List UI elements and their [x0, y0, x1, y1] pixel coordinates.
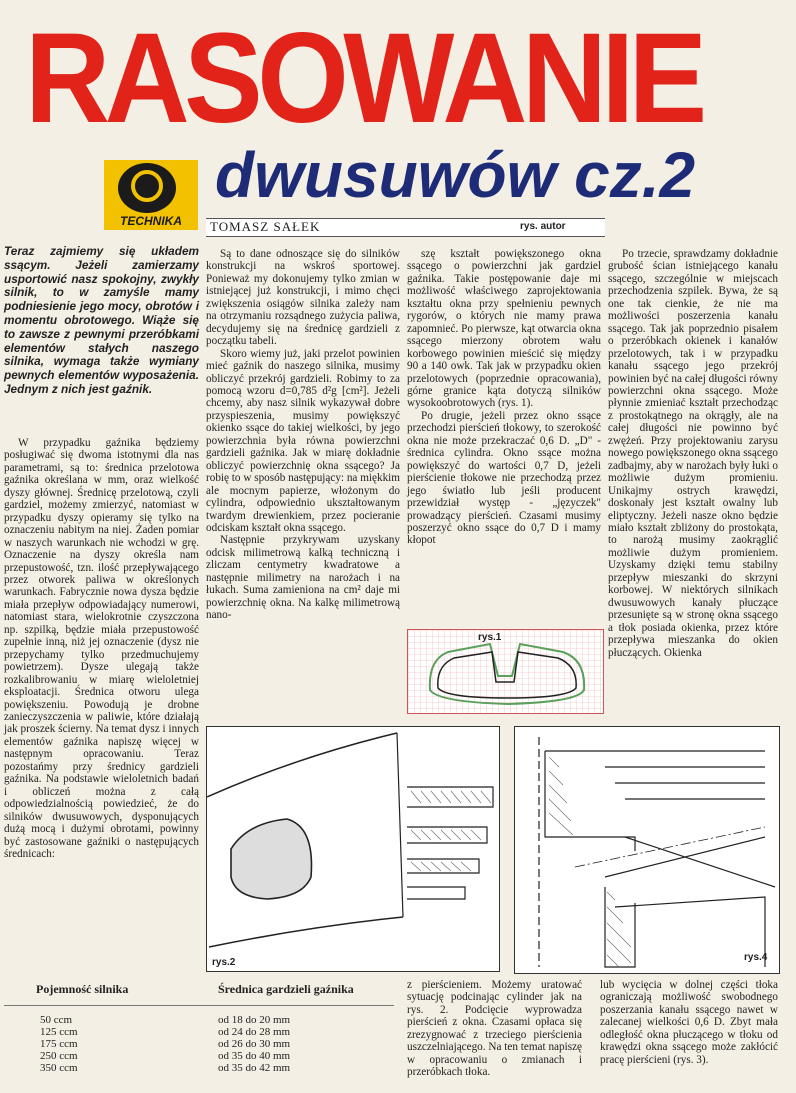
paragraph: Po trzecie, sprawdzamy dokładnie grubość ścian istniejącego kanału ssącego, szczególnie w miejscach przechodzenia szpilek. Bywa, że są one tak cienkie, że nie ma możliwości poszerzenia kanału ssącego. Tak jak poprzednio pisałem o przeróbkach okienek i kanałów przelotowych, tak i w przypadku kanału ssącego jego przekrój powinien być na całej długości równy powierzchni okna ssącego. Może płynnie zmieniać kształt przechodząc z prostokątnego na okrągły, ale na całej długości nie powinno być zwężeń. Przy projektowaniu zarysu nowego powiększonego okna ssącego zadbajmy, aby w narożach były łuki o możliwie dużym promieniu. Unikajmy ostrych krawędzi, doskonały jest kształt owalny lub eliptyczny. Jeżeli nasze okno będzie miało kształt zbliżony do prostokąta, to narożą musimy zaokrąglić możliwie dużym promieniem. Uzyskamy dzięki temu stabilny przepływ mieszanki do skrzyni korbowej. W niektórych silnikach dwusuwowych kanały płuczące przesunięte są w stronę okna ssącego a tłok posiada okienka, przez które przepływa mieszanka do okien płuczących. Okienka	[608, 248, 778, 659]
paragraph: Są to dane odnoszące się do silników konstrukcji na wskroś sportowej. Ponieważ my dokonujemy tylko zmian w istniejącej już konstrukcji, i mimo chęci zwiększenia osiągów silnika zależy nam na otrzymaniu rozsądnego zużycia paliwa, decydujemy się na średnicę gardzieli z początku tabeli.	[206, 248, 400, 348]
table-cell: 350 ccm	[40, 1062, 78, 1074]
column-4	[608, 248, 778, 659]
figure-caption: rys.4	[744, 952, 768, 963]
article-title: RASOWANIE	[25, 7, 702, 150]
lead-paragraph: Teraz zajmiemy się układem ssącym. Jeżeli zamierzamy usportowić nasz spokojny, zwykły silnik, to w zamyśle mamy podniesienie jego mocy, obrotów i momentu obrotowego. Wiąże się to zawsze z pewnymi przeróbkami elementów stałych naszego silnika, wymaga także wymiany pewnych elementów wyposażenia. Jednym z nich jest gaźnik.	[4, 244, 199, 396]
paragraph: Po drugie, jeżeli przez okno ssące przechodzi pierścień tłokowy, to szerokość okna nie może przekraczać 0,6 D. „D" - średnica cylindra. Okno ssące można powiększyć do wartości 0,7 D, jeżeli pierścienie tłokowe nie przechodzą przez jego światło lub jeśli producent przewidział występ - „języczek" prowadzący pierścień. Czasami musimy poszerzyć okno ssące do 0,7 D i mamy kłopot	[407, 409, 601, 547]
table-cell: 125 ccm	[40, 1026, 78, 1038]
table-header: Średnica gardzieli gaźnika	[218, 976, 394, 1006]
article-subtitle: dwusuwów cz.2	[215, 139, 696, 211]
table-cell: 50 ccm	[40, 1014, 73, 1026]
figure-rys4	[514, 726, 780, 974]
table-cell: od 35 do 42 mm	[218, 1062, 291, 1074]
table-row	[4, 1062, 394, 1074]
figure-rys1	[407, 629, 604, 714]
rys4-diagram	[515, 727, 779, 973]
table-cell: od 18 do 20 mm	[218, 1014, 291, 1026]
table-row	[4, 1038, 394, 1050]
wheel-rim-icon	[131, 170, 163, 202]
paragraph: W przypadku gaźnika będziemy posługiwać się dwoma istotnymi dla nas parametrami, są to: średnica przelotowa gaźnika określana w mm, oraz wielkość dyszy głównej. Średnicę przelotową, czyli gardziel, możemy zmierzyć, natomiast w przypadku dyszy opieramy się tylko na oznaczeniu nabitym na niej. Żaden pomiar w naszych warunkach nie wchodzi w grę. Oznaczenie na dyszy określa nam przepustowość, tzn. ilość przepływającego przez otworek paliwa w określonych warunkach. Fabrycznie nowa dysza będzie miała przepływ odpowiadający numerowi, natomiast stara, wielokrotnie czyszczona np. szpilką, będzie miała przepustowość zupełnie inną, niż jej oznaczenie (dysz nie przepychamy tylko przedmuchujemy powietrzem). Dysze ulegają także rozkalibrowaniu w miarę wieloletniej eksploatacji. Średnica otworu ulega powiększeniu. Powodują je drobne zanieczyszczenia w paliwie, które działają jak proszek ścierny. Na temat dysz i innych elementów gaźnika napiszę więcej w następnym opracowaniu. Teraz pozostańmy przy średnicy gardzieli gaźnika. Na podstawie wieloletnich badań i obliczeń można z całą odpowiedzialnością powiedzieć, że do silników dwusuwowych, dysponujących dużą mocą i dużymi obrotami, powinny być zastosowane gaźniki o następujących średnicach:	[4, 437, 199, 860]
table-row	[4, 1050, 394, 1062]
paragraph: lub wycięcia w dolnej części tłoka ograniczają możliwość swobodnego poszerzania kanału ssącego nawet w zalecanej wielkości 0,6 D. Zbyt mała odległość okna płuczącego w tłoku od krawędzi okna ssącego może zakłócić pracę pierścieni (rys. 3).	[600, 979, 778, 1066]
table-row	[4, 1026, 394, 1038]
paragraph: z pierścieniem. Możemy uratować sytuację podcinając cylinder jak na rys. 2. Podcięcie wyprowadza pierścień z okna. Czasami opłaca się zrezygnować z trzeciego pierścienia uszczelniającego. Na ten temat napiszę w opracowaniu o zmianach i przeróbkach tłoka.	[407, 979, 582, 1079]
table-row	[4, 1006, 394, 1015]
paragraph: Skoro wiemy już, jaki przelot powinien mieć gaźnik do naszego silnika, musimy obliczyć przekrój gardzieli. Robimy to za pomocą wzoru d=0,785 d²g [cm²]. Jeżeli chcemy, aby nasz silnik wykazywał dobre przyspieszenia, musimy powiększyć okienko ssące do takiej wielkości, by jego powierzchnia była równa powierzchni gardzieli gaźnika. Jak w miarę dokładnie obliczyć powierzchnię okna ssącego? Ja robię to w sposób następujący: na miękkim ale mocnym papierze, włożonym do cylindra, odpowiednio ukształtowanym twardym drewienkiem, przez pocieranie odciskam kształt okna ssącego.	[206, 347, 400, 534]
figure-rys2	[206, 726, 500, 972]
table-cell: 175 ccm	[40, 1038, 78, 1050]
badge-label: TECHNIKA	[120, 214, 182, 228]
table-header-row	[4, 976, 394, 1006]
author-name: TOMASZ SAŁEK	[210, 219, 321, 234]
rys1-diagram	[408, 630, 603, 713]
paragraph: szę kształt powiększonego okna ssącego o powierzchni jak gardziel gaźnika. Takie postępowanie daje mi możliwość właściwego zaprojektowania kształtu okna przy spełnieniu pewnych rygorów, o których nie mamy prawa zapomnieć. Po pierwsze, kąt otwarcia okna ssącego mierzony obrotem wału korbowego powinien mieścić się między 90 a 140 owk. Tak jak w przypadku okien przelotowych (poprzednie opracowania), górne granice kąta dotyczą silników wysokoobrotowych (rys. 1).	[407, 248, 601, 410]
column-6	[600, 979, 778, 1066]
table-cell: 250 ccm	[40, 1050, 78, 1062]
column-3	[407, 248, 601, 547]
table-row	[4, 1014, 394, 1026]
table-cell: od 24 do 28 mm	[218, 1026, 291, 1038]
column-1	[4, 437, 199, 860]
figure-caption: rys.1	[478, 632, 502, 643]
table-header: Pojemność silnika	[4, 976, 218, 1006]
figure-caption: rys.2	[212, 957, 236, 968]
column-2	[206, 248, 400, 622]
table-cell: od 35 do 40 mm	[218, 1050, 291, 1062]
illustration-credit: rys. autor	[520, 221, 566, 232]
rys2-diagram	[207, 727, 499, 971]
paragraph: Następnie przykrywam uzyskany odcisk milimetrową kalką techniczną i zliczam centymetry kwadratowe a następnie milimetry na narożach i na łukach. Suma zamieniona na cm² daje mi powierzchnię okna. Na kalkę milimetrową nano-	[206, 534, 400, 622]
carburetor-table	[4, 976, 394, 1074]
column-5	[407, 979, 582, 1079]
table-cell: od 26 do 30 mm	[218, 1038, 291, 1050]
